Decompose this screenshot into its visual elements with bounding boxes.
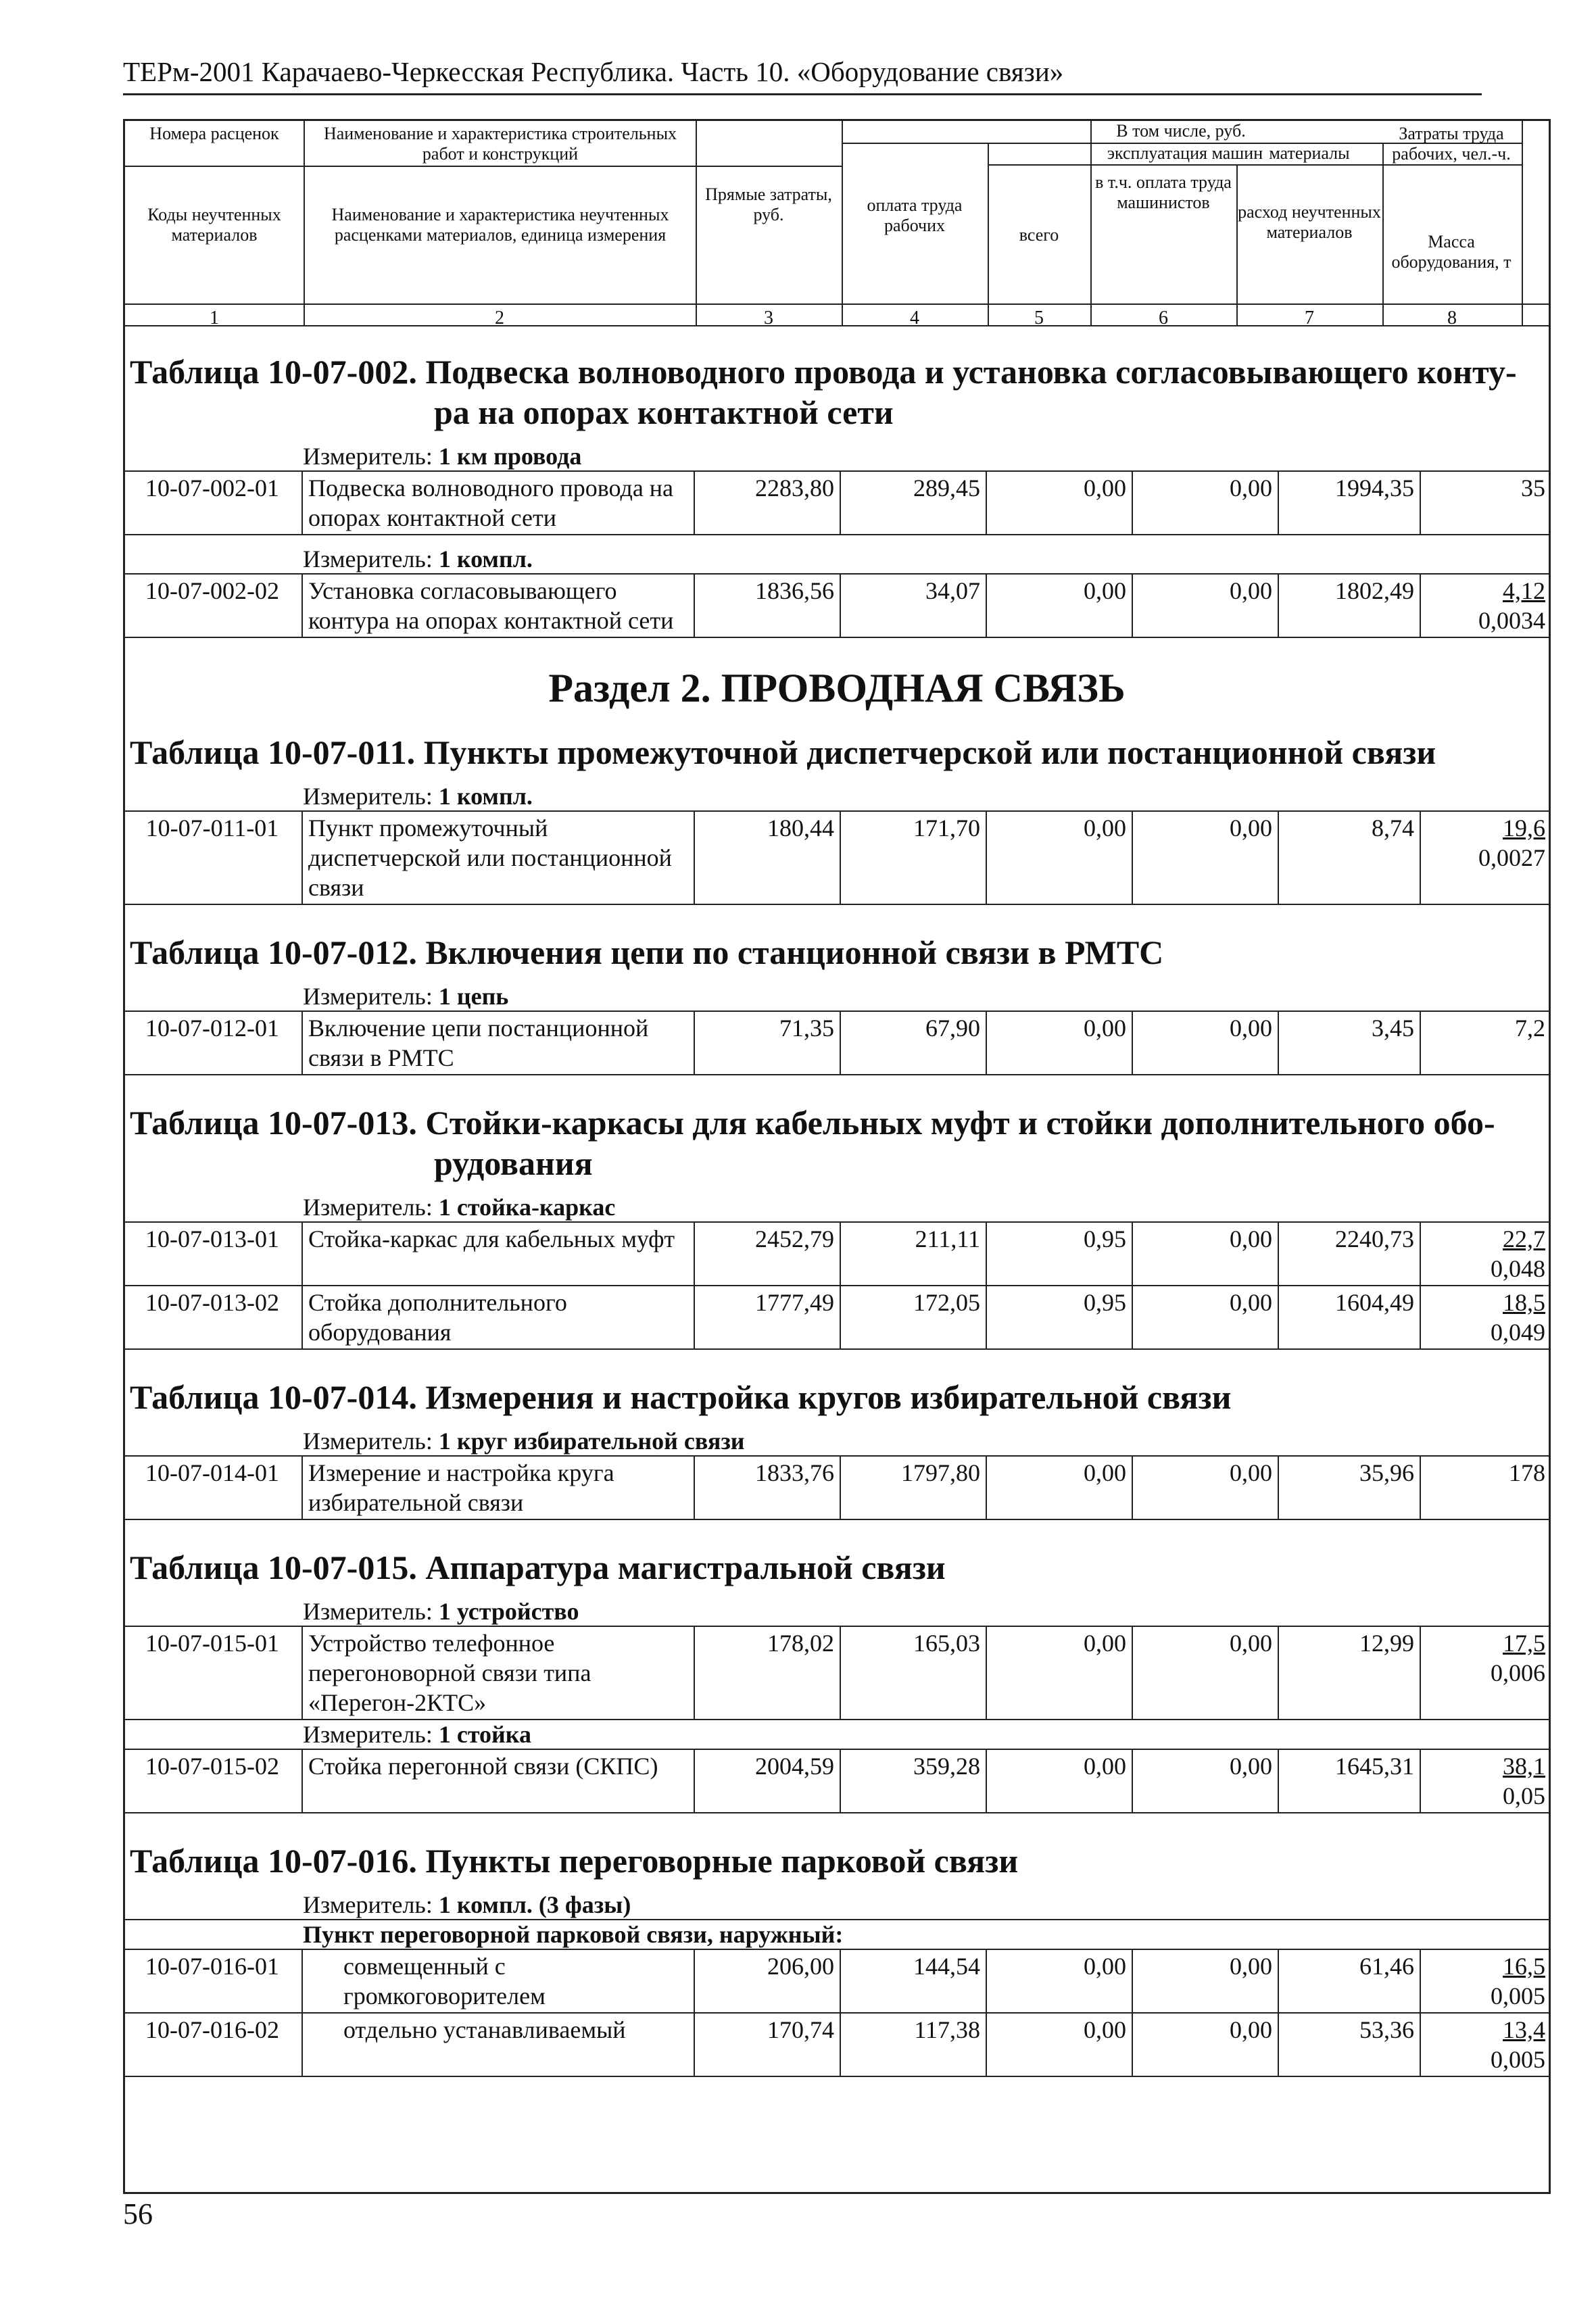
header-col8-top: Затраты труда рабочих, чел.-ч. xyxy=(1392,124,1511,164)
unit-value: 1 круг избирательной связи xyxy=(438,1428,745,1455)
column-number: 5 xyxy=(1034,308,1044,328)
unit-row xyxy=(123,982,1551,1012)
row-code: 10-07-016-01 xyxy=(145,1953,279,1980)
header-col8-bottom: Масса оборудования, т xyxy=(1391,232,1512,272)
row-labor: 17,5 xyxy=(1503,1630,1545,1657)
row-name: Пункт промежуточный диспетчерской или постанционной связи xyxy=(301,812,694,904)
row-labor-mass xyxy=(1420,1627,1551,1719)
row-direct-costs: 178,02 xyxy=(694,1627,840,1719)
row-machines-total: 0,00 xyxy=(986,1750,1132,1812)
table-row xyxy=(123,1950,1551,2014)
row-group-heading: Пункт переговорной парковой связи, наружный: xyxy=(123,1920,1551,1950)
row-labor: 18,5 xyxy=(1503,1289,1545,1316)
header-group: В том числе, руб. xyxy=(1116,121,1246,141)
header-col7: расход неучтенных материалов xyxy=(1238,202,1381,242)
row-name: Устройство телефонное перегоноворной связи типа «Перегон-2КТС» xyxy=(301,1627,694,1719)
row-direct-costs: 206,00 xyxy=(694,1950,840,2012)
table-title-line: ра на опорах контактной сети xyxy=(434,393,894,431)
row-labor-pay: 1797,80 xyxy=(840,1457,986,1519)
row-labor: 16,5 xyxy=(1503,1953,1545,1980)
header-rule xyxy=(988,164,1522,166)
row-labor-pay: 359,28 xyxy=(840,1750,986,1812)
row-labor-mass xyxy=(1420,1223,1551,1285)
unit-label: Измеритель: xyxy=(303,1891,439,1918)
row-machinist-pay: 0,00 xyxy=(1132,812,1278,904)
row-machinist-pay: 0,00 xyxy=(1132,1457,1278,1519)
row-labor-pay: 67,90 xyxy=(840,1012,986,1074)
unit-label: Измеритель: xyxy=(303,1598,439,1625)
row-machinist-pay: 0,00 xyxy=(1132,575,1278,637)
unit-value: 1 устройство xyxy=(438,1598,579,1625)
header-col2-bottom: Наименование и характеристика неучтенных расценками материалов, единица измерения xyxy=(331,205,669,245)
row-labor: 13,4 xyxy=(1503,2016,1545,2043)
row-name: Стойка перегонной связи (СКПС) xyxy=(301,1750,694,1812)
row-name: Стойка дополнительного оборудования xyxy=(301,1286,694,1348)
table-title: Таблица 10-07-016. Пункты переговорные парковой связи xyxy=(130,1842,1019,1880)
header-materials: материалы xyxy=(1269,143,1350,163)
row-code: 10-07-016-02 xyxy=(145,2016,279,2043)
unit-label: Измеритель: xyxy=(303,443,439,470)
row-code: 10-07-002-02 xyxy=(145,577,279,604)
row-machines-total: 0,00 xyxy=(986,1627,1132,1719)
row-name: Включение цепи постанционной связи в РМТС xyxy=(301,1012,694,1074)
row-materials: 1604,49 xyxy=(1278,1286,1420,1348)
row-labor-mass xyxy=(1420,575,1551,637)
row-labor-mass xyxy=(1420,2014,1551,2076)
row-direct-costs: 1777,49 xyxy=(694,1286,840,1348)
table-row xyxy=(123,2014,1551,2077)
row-labor-mass xyxy=(1420,812,1551,904)
page-number: 56 xyxy=(123,2197,153,2231)
unit-row xyxy=(123,545,1551,575)
row-labor-mass xyxy=(1420,1457,1551,1519)
header-col2-top: Наименование и характеристика строительных работ и конструкций xyxy=(323,124,677,164)
row-machines-total: 0,00 xyxy=(986,2014,1132,2076)
row-machines-total: 0,00 xyxy=(986,575,1132,637)
table-title-line: Таблица 10-07-002. Подвеска волноводного провода и установка согласовывающего конту- xyxy=(130,353,1517,391)
row-machinist-pay: 0,00 xyxy=(1132,1223,1278,1285)
row-code: 10-07-013-02 xyxy=(145,1289,279,1316)
table-title-line: рудования xyxy=(434,1144,593,1182)
row-mass: 0,049 xyxy=(1491,1319,1545,1346)
header-rule xyxy=(125,166,842,167)
row-name: Измерение и настройка круга избирательной связи xyxy=(301,1457,694,1519)
unit-value: 1 компл. (3 фазы) xyxy=(438,1891,631,1918)
header-col4: оплата труда рабочих xyxy=(867,195,963,235)
table-row xyxy=(123,812,1551,905)
table-body xyxy=(123,324,1551,2077)
table-row xyxy=(123,1223,1551,1286)
column-number: 6 xyxy=(1159,308,1168,328)
row-machinist-pay: 0,00 xyxy=(1132,1012,1278,1074)
row-code: 10-07-012-01 xyxy=(145,1015,279,1042)
row-mass: 0,05 xyxy=(1503,1782,1545,1809)
row-labor-mass xyxy=(1420,472,1551,534)
row-mass: 0,0034 xyxy=(1478,607,1545,634)
unit-row xyxy=(123,782,1551,812)
row-materials: 1994,35 xyxy=(1278,472,1420,534)
column-number: 4 xyxy=(910,308,919,328)
table-row xyxy=(123,1750,1551,1813)
row-materials: 1645,31 xyxy=(1278,1750,1420,1812)
unit-value: 1 цепь xyxy=(438,983,509,1010)
row-machinist-pay: 0,00 xyxy=(1132,1286,1278,1348)
row-name: совмещенный с громкоговорителем xyxy=(301,1950,694,2012)
row-machines-total: 0,95 xyxy=(986,1223,1132,1285)
row-code: 10-07-015-02 xyxy=(145,1753,279,1780)
table-title: Таблица 10-07-014. Измерения и настройка кругов избирательной связи xyxy=(130,1378,1232,1416)
col-divider xyxy=(696,121,697,325)
row-labor: 178 xyxy=(1509,1459,1545,1486)
page-header: ТЕРм-2001 Карачаево-Черкесская Республика. Часть 10. «Оборудование связи» xyxy=(123,54,1482,95)
row-name: Подвеска волноводного провода на опорах контактной сети xyxy=(301,472,694,534)
column-number: 3 xyxy=(764,308,773,328)
column-number: 1 xyxy=(210,308,219,328)
row-name: Установка согласовывающего контура на опорах контактной сети xyxy=(301,575,694,637)
header-col3: Прямые затраты, руб. xyxy=(705,185,832,224)
table-title: Таблица 10-07-015. Аппаратура магистральной связи xyxy=(130,1549,946,1586)
row-code: 10-07-013-01 xyxy=(145,1225,279,1252)
unit-row xyxy=(123,1427,1551,1457)
header-rule xyxy=(125,303,1549,305)
row-machinist-pay: 0,00 xyxy=(1132,1950,1278,2012)
unit-row xyxy=(123,1720,1551,1750)
row-name: отдельно устанавливаемый xyxy=(301,2014,694,2076)
row-labor-mass xyxy=(1420,1012,1551,1074)
row-labor-pay: 172,05 xyxy=(840,1286,986,1348)
unit-value: 1 км провода xyxy=(438,443,582,470)
row-direct-costs: 180,44 xyxy=(694,812,840,904)
row-machinist-pay: 0,00 xyxy=(1132,1627,1278,1719)
row-machines-total: 0,00 xyxy=(986,1012,1132,1074)
row-mass: 0,006 xyxy=(1491,1659,1545,1686)
unit-label: Измеритель: xyxy=(303,545,439,572)
row-labor-pay: 211,11 xyxy=(840,1223,986,1285)
table-row xyxy=(123,1457,1551,1520)
row-code: 10-07-015-01 xyxy=(145,1630,279,1657)
row-direct-costs: 170,74 xyxy=(694,2014,840,2076)
row-labor-pay: 144,54 xyxy=(840,1950,986,2012)
column-number: 8 xyxy=(1447,308,1457,328)
unit-row xyxy=(123,1891,1551,1920)
row-direct-costs: 2004,59 xyxy=(694,1750,840,1812)
row-mass: 0,005 xyxy=(1491,2046,1545,2073)
column-number: 7 xyxy=(1305,308,1314,328)
row-code: 10-07-011-01 xyxy=(145,814,279,842)
row-labor: 4,12 xyxy=(1503,577,1545,604)
table-row xyxy=(123,1286,1551,1350)
row-machines-total: 0,00 xyxy=(986,1457,1132,1519)
row-machinist-pay: 0,00 xyxy=(1132,1750,1278,1812)
table-row xyxy=(123,1627,1551,1720)
row-code: 10-07-002-01 xyxy=(145,474,279,502)
column-number: 2 xyxy=(495,308,504,328)
row-mass: 0,048 xyxy=(1491,1255,1545,1282)
row-direct-costs: 1836,56 xyxy=(694,575,840,637)
col-divider xyxy=(1236,164,1238,325)
table-title xyxy=(123,324,1551,433)
row-materials: 3,45 xyxy=(1278,1012,1420,1074)
unit-label: Измеритель: xyxy=(303,783,439,810)
section-title: Раздел 2. ПРОВОДНАЯ СВЯЗЬ xyxy=(548,666,1126,710)
unit-label: Измеритель: xyxy=(303,983,439,1010)
table-row xyxy=(123,1012,1551,1075)
unit-value: 1 компл. xyxy=(438,545,533,572)
table-title: Таблица 10-07-011. Пункты промежуточной диспетчерской или постанционной связи xyxy=(130,733,1436,771)
row-labor-mass xyxy=(1420,1750,1551,1812)
row-direct-costs: 2283,80 xyxy=(694,472,840,534)
unit-label: Измеритель: xyxy=(303,1721,439,1748)
row-materials: 53,36 xyxy=(1278,2014,1420,2076)
col-divider xyxy=(304,121,305,325)
header-col6: в т.ч. оплата труда машинистов xyxy=(1095,172,1232,212)
row-labor-pay: 171,70 xyxy=(840,812,986,904)
row-code: 10-07-014-01 xyxy=(145,1459,279,1486)
unit-row xyxy=(123,1193,1551,1223)
unit-label: Измеритель: xyxy=(303,1428,439,1455)
row-direct-costs: 2452,79 xyxy=(694,1223,840,1285)
table-row xyxy=(123,575,1551,638)
unit-value: 1 компл. xyxy=(438,783,533,810)
row-labor: 22,7 xyxy=(1503,1225,1545,1252)
row-labor-pay: 289,45 xyxy=(840,472,986,534)
row-labor-mass xyxy=(1420,1286,1551,1348)
row-labor-pay: 117,38 xyxy=(840,2014,986,2076)
table-title-line: Таблица 10-07-013. Стойки-каркасы для кабельных муфт и стойки дополнительного обо- xyxy=(130,1104,1495,1142)
row-labor: 7,2 xyxy=(1515,1015,1545,1042)
row-materials: 8,74 xyxy=(1278,812,1420,904)
header-col1-bottom: Коды неучтенных материалов xyxy=(147,205,281,245)
row-materials: 12,99 xyxy=(1278,1627,1420,1719)
row-name: Стойка-каркас для кабельных муфт xyxy=(301,1223,694,1285)
header-machines: эксплуатация машин xyxy=(1107,143,1263,163)
header-col5: всего xyxy=(1019,225,1059,245)
row-machines-total: 0,95 xyxy=(986,1286,1132,1348)
row-labor: 19,6 xyxy=(1503,814,1545,842)
unit-label: Измеритель: xyxy=(303,1194,439,1221)
row-labor: 38,1 xyxy=(1503,1753,1545,1780)
unit-value: 1 стойка-каркас xyxy=(438,1194,616,1221)
row-machines-total: 0,00 xyxy=(986,1950,1132,2012)
unit-row xyxy=(123,1597,1551,1627)
col-divider xyxy=(1522,121,1523,325)
row-machinist-pay: 0,00 xyxy=(1132,472,1278,534)
row-labor-pay: 34,07 xyxy=(840,575,986,637)
row-mass: 0,0027 xyxy=(1478,844,1545,871)
table-row xyxy=(123,472,1551,535)
row-direct-costs: 71,35 xyxy=(694,1012,840,1074)
row-direct-costs: 1833,76 xyxy=(694,1457,840,1519)
row-labor-pay: 165,03 xyxy=(840,1627,986,1719)
row-labor: 35 xyxy=(1521,474,1545,502)
table-title xyxy=(123,1075,1551,1184)
row-materials: 35,96 xyxy=(1278,1457,1420,1519)
row-machines-total: 0,00 xyxy=(986,812,1132,904)
row-materials: 61,46 xyxy=(1278,1950,1420,2012)
row-mass: 0,005 xyxy=(1491,1982,1545,2009)
row-materials: 1802,49 xyxy=(1278,575,1420,637)
row-machines-total: 0,00 xyxy=(986,472,1132,534)
row-materials: 2240,73 xyxy=(1278,1223,1420,1285)
unit-row xyxy=(123,442,1551,472)
row-labor-mass xyxy=(1420,1950,1551,2012)
row-machinist-pay: 0,00 xyxy=(1132,2014,1278,2076)
table-title: Таблица 10-07-012. Включения цепи по станционной связи в РМТС xyxy=(130,933,1164,971)
header-col1-top: Номера расценок xyxy=(149,124,279,143)
unit-value: 1 стойка xyxy=(438,1721,531,1748)
